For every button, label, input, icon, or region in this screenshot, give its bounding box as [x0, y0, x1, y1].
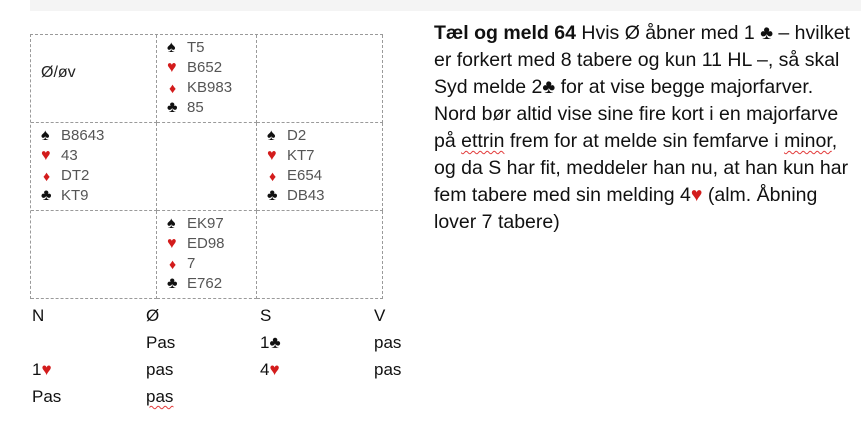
header-north: N — [32, 306, 45, 325]
south-clubs: ♣ E762 — [167, 275, 223, 292]
header-west: V — [374, 306, 386, 325]
bid-cell: pas — [146, 360, 174, 379]
south-hearts: ♥ ED98 — [167, 235, 225, 252]
deal-empty-cell — [31, 211, 157, 299]
heart-icon: ♥ — [267, 147, 277, 164]
commentary-title: Tæl og meld 64 — [434, 22, 576, 44]
west-clubs: ♣ KT9 — [41, 187, 89, 204]
bid-cell: 1♥ — [32, 360, 52, 379]
north-spades: ♠ T5 — [167, 39, 205, 56]
deal-empty-cell — [257, 211, 383, 299]
header-east: Ø — [146, 306, 160, 325]
commentary-text: Tæl og meld 64 Hvis Ø åbner med 1 ♣ – hvilket er forkert med 8 tabere og kun 11 HL –, så skal Syd melde 2♣ for at vise begge majorfarver. Nord bør altid vise sine fire kort i en majorfarve på ettrin frem for at melde sin femfarve i minor, og da S har fit, meddeler han nu, at han kun har fem tabere med sin melding 4♥ (alm. Åbning lover 7 tabere) — [434, 22, 850, 233]
spade-icon: ♠ — [41, 127, 50, 144]
east-clubs: ♣ DB43 — [267, 187, 325, 204]
north-diamonds: ♦ KB983 — [169, 79, 233, 96]
spellcheck-word: minor — [784, 130, 832, 152]
heart-icon: ♥ — [269, 360, 280, 379]
header-south: S — [260, 306, 272, 325]
south-spades: ♠ EK97 — [167, 215, 224, 232]
spade-icon: ♠ — [267, 127, 276, 144]
club-icon: ♣ — [267, 187, 278, 204]
north-hand — [157, 35, 257, 123]
east-hand — [257, 123, 383, 211]
east-diamonds: ♦ E654 — [269, 167, 323, 184]
deal-empty-cell — [257, 35, 383, 123]
north-hearts: ♥ B652 — [167, 59, 223, 76]
top-strip — [30, 0, 861, 11]
heart-icon: ♥ — [41, 360, 52, 379]
bid-cell: pas — [374, 360, 402, 379]
diamond-icon: ♦ — [269, 168, 277, 184]
deal-center-cell — [157, 123, 257, 211]
diamond-icon: ♦ — [169, 256, 177, 272]
bidding-row — [32, 329, 432, 356]
heart-icon: ♥ — [690, 184, 703, 206]
west-hand — [31, 123, 157, 211]
spade-icon: ♠ — [167, 39, 176, 56]
heart-icon: ♥ — [41, 147, 51, 164]
bid-cell: pas — [374, 333, 402, 352]
bidding-row — [32, 356, 432, 383]
bid-cell: Pas — [32, 387, 62, 406]
club-icon: ♣ — [269, 333, 281, 352]
club-icon: ♣ — [542, 76, 556, 98]
west-hearts: ♥ 43 — [41, 147, 78, 164]
bidding-header-row — [32, 302, 432, 329]
east-hearts: ♥ KT7 — [267, 147, 315, 164]
spellcheck-word: ettrin — [461, 130, 505, 152]
diamond-icon: ♦ — [43, 168, 51, 184]
spade-icon: ♠ — [167, 215, 176, 232]
deal-corner-cell — [31, 35, 157, 123]
heart-icon: ♥ — [167, 235, 177, 252]
club-icon: ♣ — [41, 187, 52, 204]
bidding-table — [32, 302, 432, 410]
bid-cell: 4♥ — [260, 360, 280, 379]
deal-diagram — [30, 34, 383, 299]
north-clubs: ♣ 85 — [167, 99, 204, 116]
south-diamonds: ♦ 7 — [169, 255, 196, 272]
west-diamonds: ♦ DT2 — [43, 167, 90, 184]
south-hand — [157, 211, 257, 299]
diamond-icon: ♦ — [169, 80, 177, 96]
club-icon: ♣ — [760, 22, 773, 44]
west-spades: ♠ B8643 — [41, 127, 105, 144]
east-spades: ♠ D2 — [267, 127, 307, 144]
bid-cell: pas — [146, 387, 174, 406]
heart-icon: ♥ — [167, 59, 177, 76]
club-icon: ♣ — [167, 275, 178, 292]
bidding-row — [32, 383, 432, 410]
bid-cell: Pas — [146, 333, 176, 352]
dealer-vulnerability-label: Ø/øv — [41, 64, 76, 81]
club-icon: ♣ — [167, 99, 178, 116]
bid-cell: 1♣ — [260, 333, 281, 352]
